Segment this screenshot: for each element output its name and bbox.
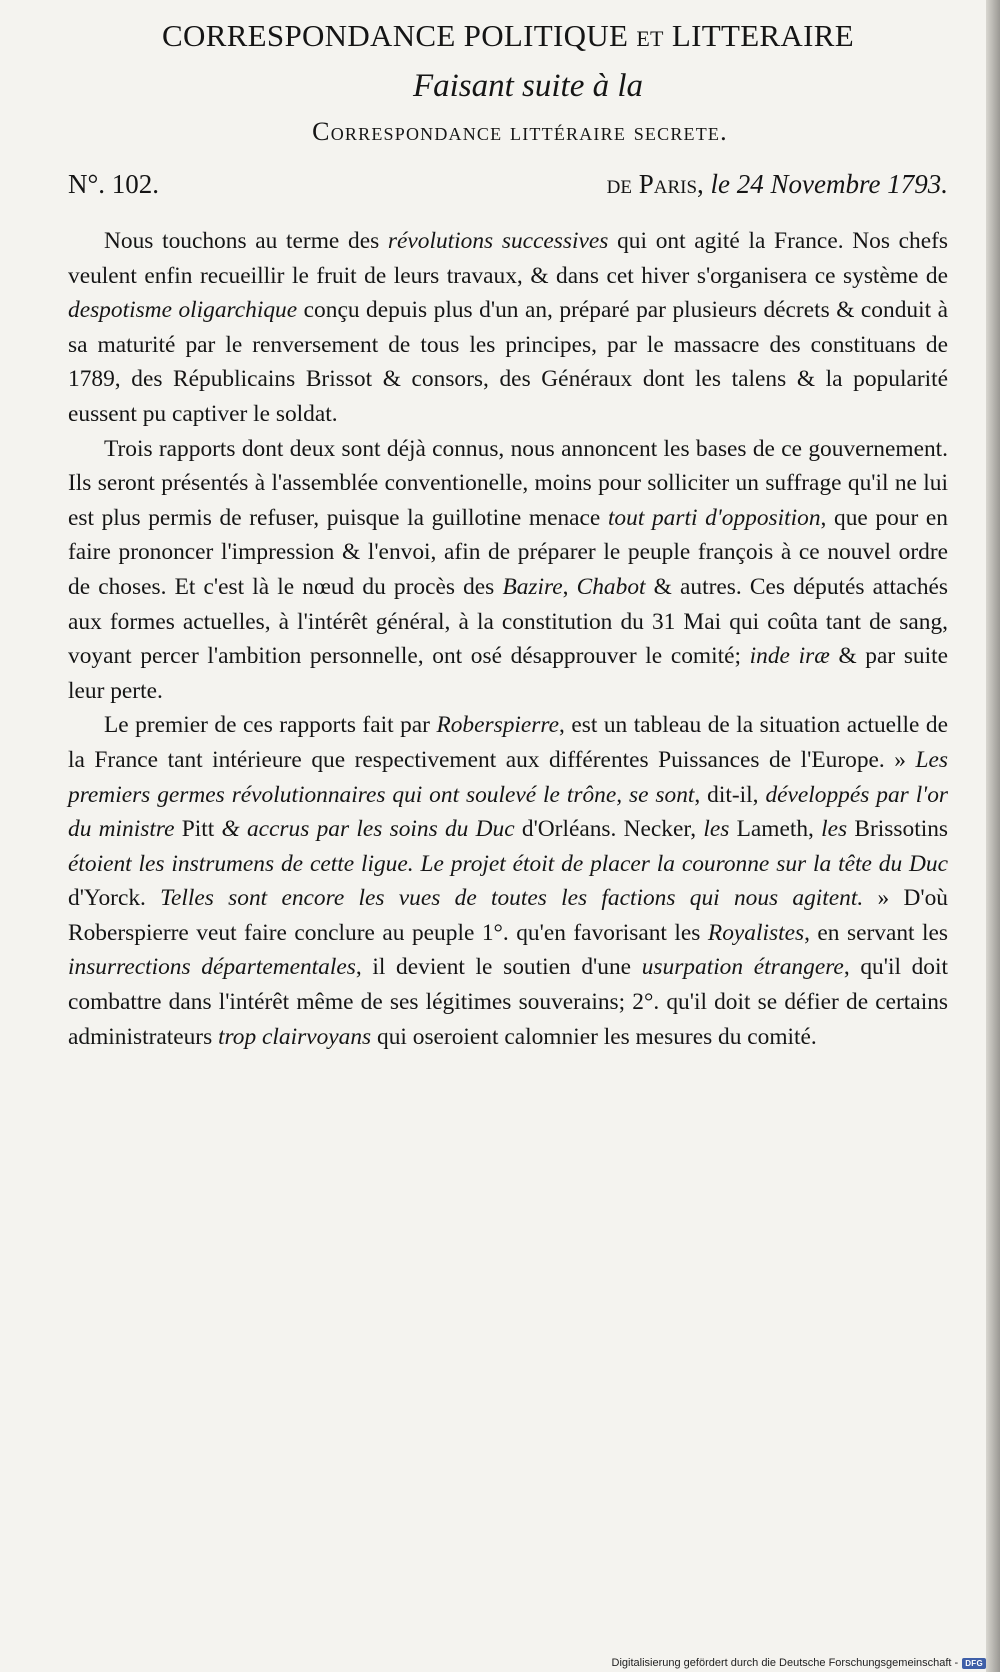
text-run: , il devient le soutien d'une [355,954,642,981]
masthead-part2: LITTERAIRE [671,18,854,53]
italic-text: tout parti d'opposition [607,504,821,531]
text-run: Nous touchons au terme des [104,228,388,254]
text-run: , dit-il, [694,781,766,808]
text-run: » D'où Roberspierre veut faire conclure au peuple 1°. qu'en favorisant les [68,885,948,946]
subhead: Correspondance littéraire secrete. [312,117,728,146]
italic-text: développés par l'or du ministre [68,781,948,843]
text-run: , en servant les [804,919,948,946]
text-run: qui ont agité la France. Nos chefs veulent enfin recueillir le fruit de leurs travaux, & dans cet hiver s'organisera ce système de [68,228,949,289]
issue-number: N°. 102. [68,169,160,199]
text-run: qui oseroient calomnier les mesures du comité. [371,1023,817,1050]
text-run: d'Orléans. Necker, [514,816,704,843]
italic-text: despotisme oligarchique [68,297,298,324]
text-run: , que pour en faire prononcer l'impression & l'envoi, afin de préparer le peuple françois à ce nouvel ordre de choses. Et c'est là le nœud du procès des [68,504,949,600]
text-run: & par suite leur perte. [68,643,949,704]
dfg-logo-icon: DFG [962,1658,986,1669]
italic-text: révolutions successives [387,228,609,254]
italic-text: Les premiers germes révolutionnaires qui ont soulevé le trône, se sont [68,746,948,808]
text-run: d'Yorck. [68,885,161,912]
dateline-place: de Paris, [606,169,704,199]
italic-text: trop clairvoyans [218,1023,372,1050]
text-run: , [562,573,577,600]
italic-text: Chabot [576,573,646,600]
italic-text: les [703,816,730,843]
masthead-part1: CORRESPONDANCE POLITIQUE [162,18,629,53]
text-run: Lameth, [729,816,822,843]
italic-text: Roberspierre [436,712,560,739]
italic-text: étoient les instrumens de cette ligue. Le projet étoit de placer la couronne sur la tête du Duc [68,850,948,877]
dateline [68,169,948,200]
dateline-date: le 24 Novembre 1793. [710,169,948,199]
masthead-title [68,18,948,54]
italic-text: Bazire [502,573,563,600]
text-run: Brissotins [847,816,948,843]
text-run: , qu'il doit combattre dans l'intérêt même de ses légitimes souverains; 2°. qu'il doit se défier de certains administrateurs [68,954,949,1050]
italic-text: inde iræ [749,643,830,670]
paragraph [68,224,948,432]
dateline-right [607,169,948,200]
text-run: Le premier de ces rapports fait par [104,712,437,739]
italic-text: & accrus par les soins du Duc [221,816,515,843]
italic-text: les [821,816,848,843]
italic-text: usurpation étrangere [641,954,844,981]
italic-text: Royalistes [707,919,805,946]
text-run: Trois rapports dont deux sont déjà connus, nous annoncent les bases de ce gouvernement. Ils seront présentés à l'assemblée conventionelle, moins pour solliciter un suffrage qu'il ne lui est plus permis de refuser, puisque la guillotine menace [68,435,948,531]
subtitle: Faisant suite à la [412,68,644,104]
masthead-conjunction: ET [636,26,664,51]
paragraph [68,432,948,709]
article-body [68,224,948,1054]
digitization-credit [612,1657,986,1669]
text-run: , est un tableau de la situation actuelle de la France tant intérieure que respectivement aux différentes Puissances de l'Europe. » [68,712,948,773]
text-run: Pitt [174,816,222,843]
italic-text: insurrections départementales [68,954,356,981]
italic-text: Telles sont encore les vues de toutes les factions qui nous agitent. [160,885,864,912]
text-run: & autres. Ces députés attachés aux formes actuelles, à l'intérêt général, à la constitution du 31 Mai qui coûta tant de sang, voyant percer l'ambition personnelle, ont osé désapprouver le comité; [68,573,948,670]
credit-text: Digitalisierung gefördert durch die Deutsche Forschungsgemeinschaft - [611,1657,959,1669]
text-run: conçu depuis plus d'un an, préparé par plusieurs décrets & conduit à sa maturité par le renversement de tous les principes, par le massacre des constituans de 1789, des Républicains Brissot & consors, des Généraux dont les talens & la popularité eussent pu captiver le soldat. [68,297,948,427]
page-edge-shadow [986,0,1000,1672]
document-content [68,18,948,1054]
paragraph [68,708,948,1054]
